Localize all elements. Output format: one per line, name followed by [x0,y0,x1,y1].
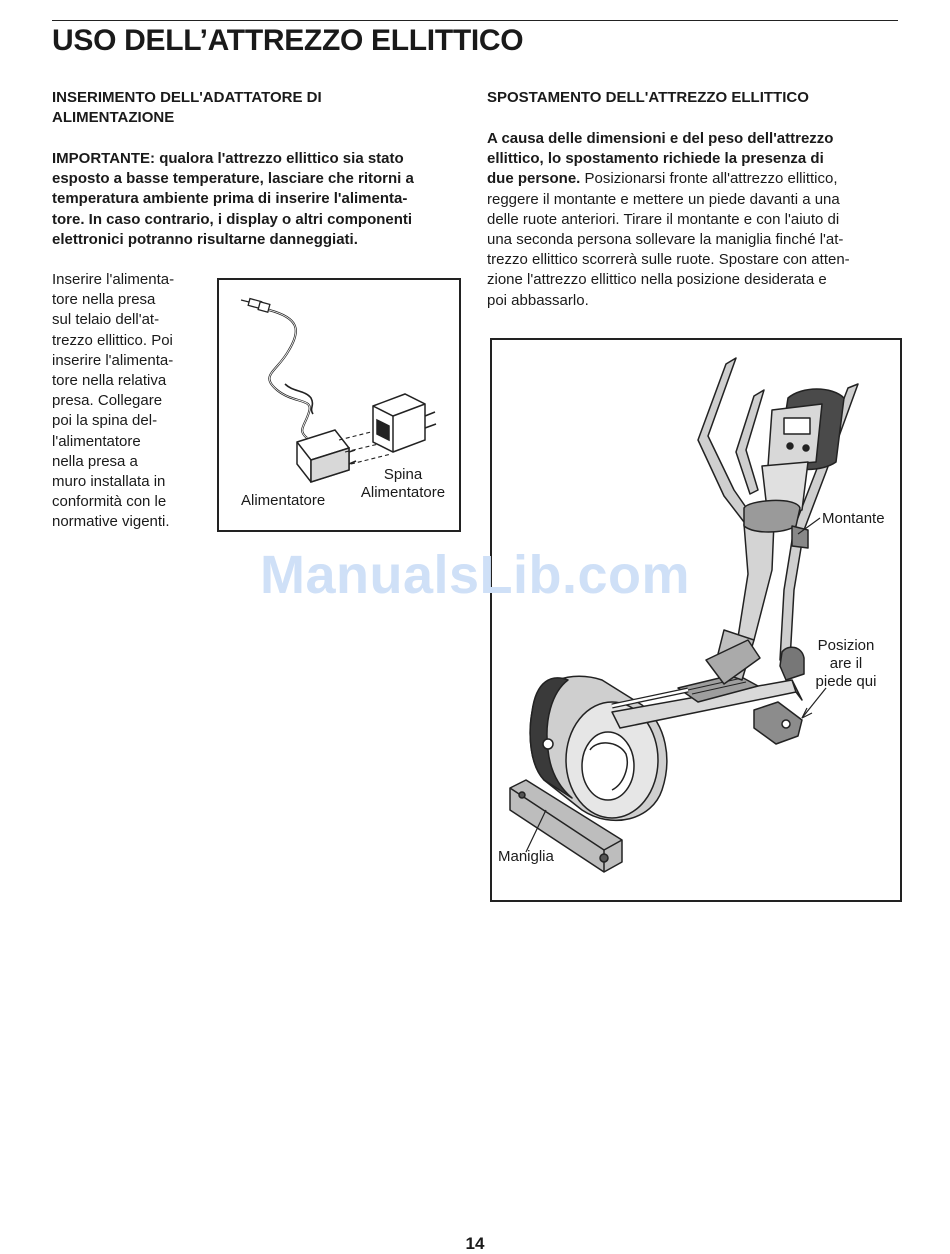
text-line [487,190,907,210]
text-line: tore. In caso contrario, i display o altri componenti [52,210,413,228]
elliptical-illustration [492,340,900,900]
page-number: 14 [465,1234,485,1253]
barrel-connector-icon [241,299,270,313]
adapter-label: Alimentatore [241,492,326,509]
text-line: conformità con le [52,493,167,511]
normal-text: poi abbassarlo. [487,291,589,309]
normal-text: zione l'attrezzo ellittico nella posizione desiderata e [487,271,827,289]
text-line: temperatura ambiente prima di inserire l'alimenta- [52,190,408,208]
label-line: piede qui [815,673,877,690]
top-rule [52,20,898,21]
adapter-instructions [52,270,212,533]
text-line: nella presa a [52,452,138,470]
heading-line: ALIMENTAZIONE [52,109,175,126]
text-line: elettronici potranno risultarne danneggiati. [52,230,358,248]
text-line [487,250,907,270]
adapter-figure [217,278,461,532]
handle-label: Maniglia [498,848,554,865]
text-line: trezzo ellittico. Poi [52,331,173,349]
label-line: are il [829,655,863,672]
page-title: USO DELL’ATTREZZO ELLITTICO [52,24,524,57]
label-line: Alimentatore [360,484,446,501]
normal-text: una seconda persona sollevare la maniglia finché l'at- [487,231,844,249]
text-line [487,270,907,290]
text-line [487,230,907,250]
bold-text: due persone. [487,170,581,188]
plug-label [353,466,453,502]
montante-label: Montante [822,510,885,527]
text-line: IMPORTANTE: qualora l'attrezzo ellittico sia stato [52,150,404,167]
text-line: inserire l'alimenta- [52,351,174,369]
text-line: sul telaio dell'at- [52,311,160,329]
foot-position-label [804,637,888,691]
text-line [487,149,907,169]
label-line: Posizion [817,637,875,654]
text-line: Inserire l'alimenta- [52,271,175,288]
section-heading-moving: SPOSTAMENTO DELL'ATTREZZO ELLITTICO [487,89,809,106]
normal-text: reggere il montante e mettere un piede davanti a una [487,190,840,208]
cord-icon [269,310,310,438]
text-line: muro installata in [52,473,166,491]
bold-text: ellittico, lo spostamento richiede la presenza di [487,150,824,168]
normal-text: delle ruote anteriori. Tirare il montante e con l'aiuto di [487,210,840,228]
heading-line: INSERIMENTO DELL'ADATTATORE DI [52,89,322,106]
wall-plug-icon [373,394,436,452]
text-line: l'alimentatore [52,432,141,450]
text-line: poi la spina del- [52,412,158,430]
text-line: tore nella relativa [52,372,167,390]
elliptical-figure [490,338,902,902]
normal-text: trezzo ellittico scorrerà sulle ruote. Spostare con atten- [487,251,850,269]
important-warning [52,149,472,250]
text-line: tore nella presa [52,291,156,309]
text-line: presa. Collegare [52,392,163,410]
normal-text: Posizionarsi fronte all'attrezzo ellittico, [580,170,838,188]
watermark: ManualsLib.com [259,545,691,605]
front-base-icon [754,702,802,744]
text-line [487,210,907,230]
label-line: Spina [383,466,423,483]
section-heading-power-adapter [52,88,462,128]
text-line: normative vigenti. [52,513,170,531]
text-line [487,291,907,311]
moving-instructions [487,129,907,311]
text-line [487,129,907,149]
text-line: esposto a basse temperature, lasciare che ritorni a [52,170,414,188]
text-line [487,169,907,189]
bold-text: A causa delle dimensioni e del peso dell'attrezzo [487,130,834,147]
